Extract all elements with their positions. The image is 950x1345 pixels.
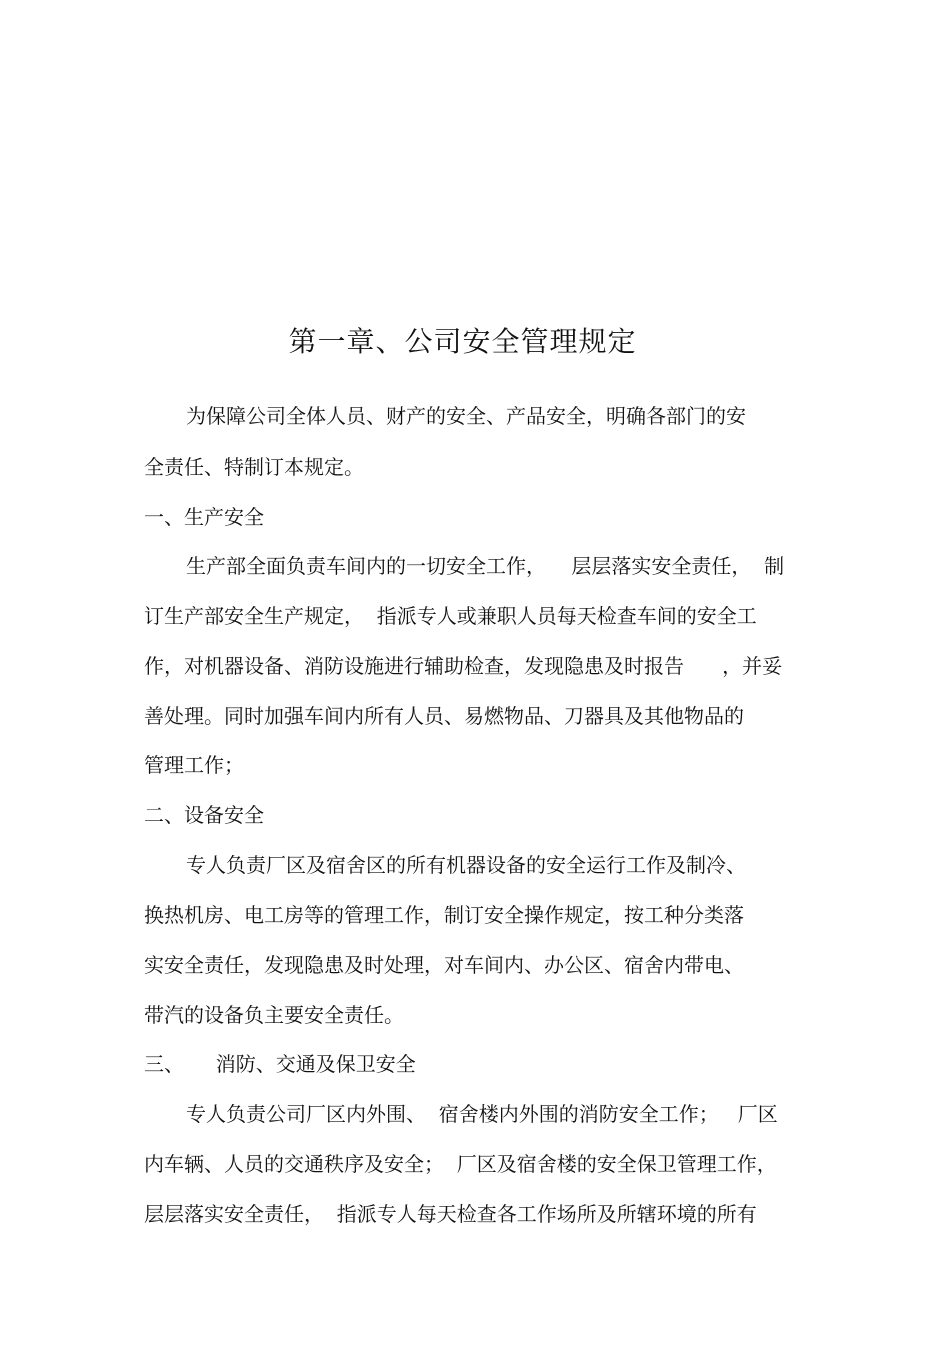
page-title: 第一章、公司安全管理规定 xyxy=(288,325,637,358)
paragraph-line: 换热机房、电工房等的管理工作，制订安全操作规定，按工种分类落 xyxy=(144,903,744,927)
paragraph-line: 实安全责任，发现隐患及时处理，对车间内、办公区、宿舍内带电、 xyxy=(144,953,744,977)
section-heading: 三、 消防、交通及保卫安全 xyxy=(144,1052,416,1076)
paragraph-line: 管理工作； xyxy=(144,753,244,777)
paragraph-line: 全责任、特制订本规定。 xyxy=(144,455,364,479)
paragraph-line: 内车辆、人员的交通秩序及安全； 厂区及宿舍楼的安全保卫管理工作， xyxy=(144,1152,777,1176)
paragraph-line: 善处理。同时加强车间内所有人员、易燃物品、刀器具及其他物品的 xyxy=(144,704,744,728)
paragraph-line: 专人负责公司厂区内外围、 宿舍楼内外围的消防安全工作； 厂区 xyxy=(186,1102,778,1126)
paragraph-line: 专人负责厂区及宿舍区的所有机器设备的安全运行工作及制冷、 xyxy=(186,853,746,877)
paragraph-line: 为保障公司全体人员、财产的安全、产品安全，明确各部门的安 xyxy=(186,404,746,428)
paragraph-line: 作，对机器设备、消防设施进行辅助检查，发现隐患及时报告 ，并妥 xyxy=(144,654,783,678)
paragraph-line: 带汽的设备负主要安全责任。 xyxy=(144,1003,404,1027)
section-heading: 一、生产安全 xyxy=(144,505,264,529)
paragraph-line: 生产部全面负责车间内的一切安全工作， 层层落实安全责任， 制 xyxy=(186,554,785,578)
paragraph-line: 层层落实安全责任， 指派专人每天检查各工作场所及所辖环境的所有 xyxy=(144,1202,757,1226)
section-heading: 二、设备安全 xyxy=(144,803,264,827)
paragraph-line: 订生产部安全生产规定， 指派专人或兼职人员每天检查车间的安全工 xyxy=(144,604,757,628)
